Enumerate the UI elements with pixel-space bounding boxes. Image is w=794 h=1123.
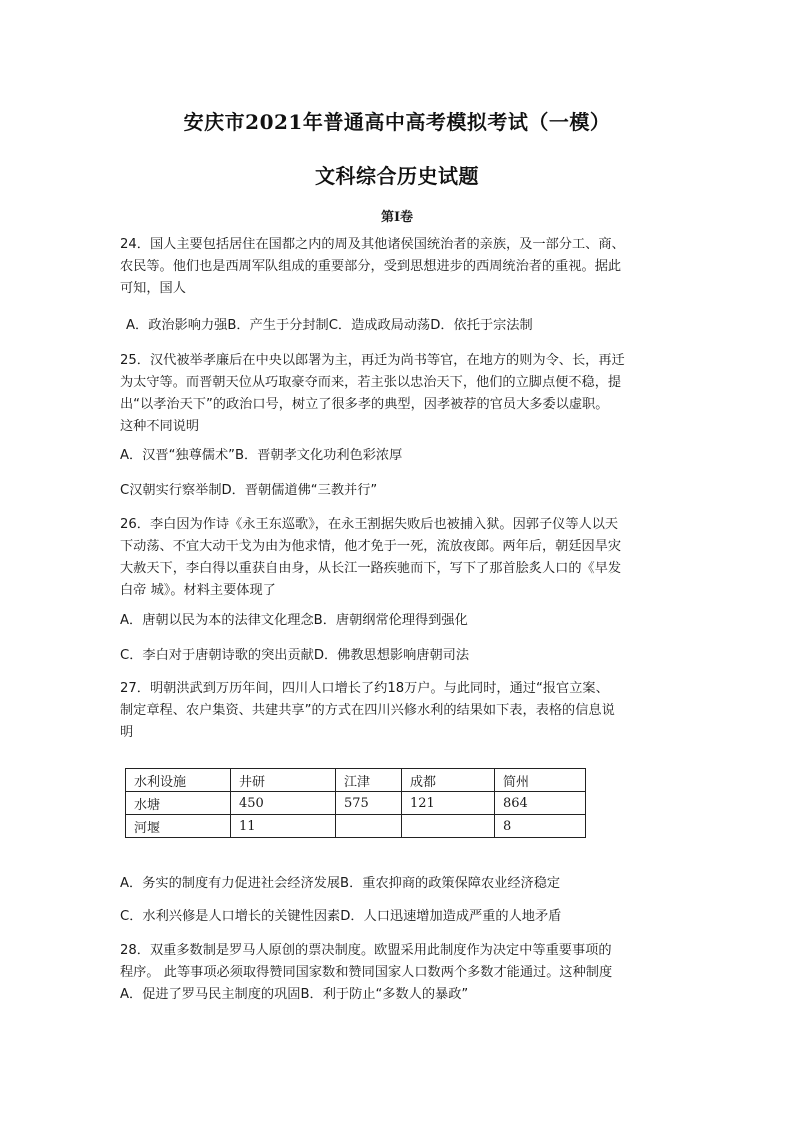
table-cell: 450 bbox=[231, 792, 336, 815]
table-header-cell: 水利设施 bbox=[126, 769, 231, 792]
question-26-line: 大赦天下，李白得以重获自由身，从长江一路疾驰而下，写下了那首脍炙人口的《早发 bbox=[120, 561, 622, 576]
question-28-line: A．促进了罗马民主制度的巩固B．利于防止“多数人的暴政” bbox=[120, 987, 469, 1002]
question-28-line: 程序。 此等事项必须取得赞同国家数和赞同国家人口数两个多数才能通过。这种制度 bbox=[120, 965, 613, 980]
table-header-cell: 成都 bbox=[402, 769, 495, 792]
table-header-cell: 简州 bbox=[495, 769, 586, 792]
question-25-options-ab: A．汉晋“独尊儒术”B．晋朝孝文化功利色彩浓厚 bbox=[120, 448, 403, 463]
question-24-line: 24．国人主要包括居住在国都之内的周及其他诸侯国统治者的亲族，及一部分工、商、 bbox=[120, 237, 625, 252]
question-24-line: 可知，国人 bbox=[120, 281, 186, 296]
question-26-options-cd: C．李白对于唐朝诗歌的突出贡献D．佛教思想影响唐朝司法 bbox=[120, 648, 470, 663]
question-27-line: 制定章程、农户集资、共建共享”的方式在四川兴修水利的结果如下表，表格的信息说 bbox=[120, 703, 615, 718]
exam-subtitle: 文科综合历史试题 bbox=[315, 164, 479, 188]
table-cell: 8 bbox=[495, 815, 586, 838]
table-cell: 河堰 bbox=[126, 815, 231, 838]
volume-label: 第Ⅰ卷 bbox=[380, 210, 414, 225]
question-28-line: 28．双重多数制是罗马人原创的票决制度。欧盟采用此制度作为决定中等重要事项的 bbox=[120, 943, 612, 958]
question-27 bbox=[120, 678, 680, 744]
irrigation-table bbox=[125, 768, 586, 838]
table-cell: 11 bbox=[231, 815, 336, 838]
question-26-line: 26．李白因为作诗《永王东巡歌》，在永王割据失败后也被捕入狱。因郭子仪等人以天 bbox=[120, 517, 619, 532]
table-header-cell: 江津 bbox=[336, 769, 402, 792]
question-24 bbox=[120, 234, 680, 300]
question-25-line: 出“以孝治天下”的政治口号，树立了很多孝的典型，因孝被荐的官员大多委以虚职。 bbox=[120, 397, 609, 412]
table-cell: 水塘 bbox=[126, 792, 231, 815]
question-27-line: 明 bbox=[120, 725, 134, 740]
table-header-cell: 井研 bbox=[231, 769, 336, 792]
question-26 bbox=[120, 514, 680, 602]
question-27-options-ab: A．务实的制度有力促进社会经济发展B．重农抑商的政策保障农业经济稳定 bbox=[120, 876, 561, 891]
question-25 bbox=[120, 350, 680, 438]
question-27-options-cd: C．水利兴修是人口增长的关键性因素D．人口迅速增加造成严重的人地矛盾 bbox=[120, 909, 562, 924]
question-26-line: 下动荡、不宜大动干戈为由为他求情，他才免于一死，流放夜郎。两年后，朝廷因旱灾 bbox=[120, 539, 622, 554]
question-27-line: 27．明朝洪武到万历年间，四川人口增长了约18万户。与此同时，通过“报官立案、 bbox=[120, 681, 609, 696]
table-cell: 864 bbox=[495, 792, 586, 815]
question-24-options: A．政治影响力强B．产生于分封制C．造成政局动荡D．依托于宗法制 bbox=[126, 318, 533, 333]
question-26-line: 白帝 城》。材料主要体现了 bbox=[120, 583, 276, 598]
table-row bbox=[126, 815, 586, 838]
question-26-options-ab: A．唐朝以民为本的法律文化理念B．唐朝纲常伦理得到强化 bbox=[120, 613, 468, 628]
question-25-line: 为太守等。而晋朝天位从巧取豪夺而来，若主张以忠治天下，他们的立脚点便不稳，提 bbox=[120, 375, 622, 390]
question-25-options-cd: C汉朝实行察举制D．晋朝儒道佛“三教并行” bbox=[120, 483, 378, 498]
table-cell: 575 bbox=[336, 792, 402, 815]
exam-title: 安庆市2021年普通高中高考模拟考试（一模） bbox=[183, 110, 611, 134]
table-header-row bbox=[126, 769, 586, 792]
table-cell bbox=[402, 815, 495, 838]
table-row bbox=[126, 792, 586, 815]
table-cell: 121 bbox=[402, 792, 495, 815]
table-cell bbox=[336, 815, 402, 838]
question-25-line: 这种不同说明 bbox=[120, 419, 200, 434]
question-25-line: 25．汉代被举孝廉后在中央以郎署为主，再迁为尚书等官，在地方的则为令、长，再迁 bbox=[120, 353, 625, 368]
question-24-line: 农民等。他们也是西周军队组成的重要部分，受到思想进步的西周统治者的重视。据此 bbox=[120, 259, 622, 274]
question-28 bbox=[120, 940, 680, 1006]
